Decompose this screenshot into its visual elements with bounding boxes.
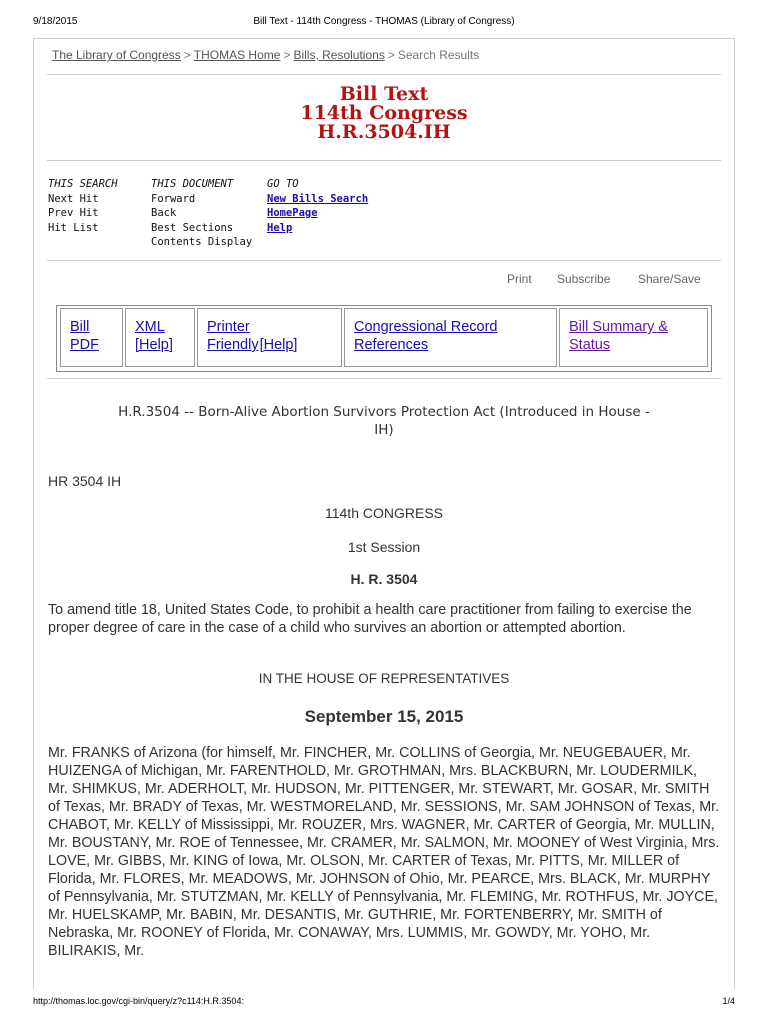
nav-prev-hit[interactable]: Prev Hit	[48, 207, 99, 219]
document-heading	[48, 403, 720, 439]
printer-label: Printer	[207, 319, 250, 335]
breadcrumb-library-of-congress[interactable]: The Library of Congress	[52, 48, 181, 62]
bill-pdf-label-2: PDF	[70, 337, 99, 353]
breadcrumb-separator: >	[283, 48, 291, 62]
document-heading-line-1: H.R.3504 -- Born-Alive Abortion Survivors Protection Act (Introduced in House -	[118, 404, 650, 420]
page-frame	[33, 38, 735, 989]
session-label: 1st Session	[347, 539, 421, 555]
nav-forward[interactable]: Forward	[151, 192, 196, 205]
printer-friendly-cell	[197, 308, 342, 367]
xml-link[interactable]: XML	[135, 319, 165, 335]
breadcrumb-bills-resolutions[interactable]: Bills, Resolutions	[293, 48, 385, 62]
bill-title	[34, 85, 734, 142]
bill-pdf-link[interactable]	[70, 319, 99, 353]
print-page-number: 1/4	[722, 996, 735, 1006]
bill-summary-cell	[559, 308, 708, 367]
divider	[47, 74, 721, 75]
print-footer	[33, 996, 735, 1010]
breadcrumb-separator: >	[387, 48, 395, 62]
nav-new-bills-search-link[interactable]: New Bills Search	[267, 192, 369, 205]
bill-title-congress: 114th Congress	[300, 102, 468, 124]
summary-label: Bill Summary &	[569, 319, 669, 335]
printer-friendly-link[interactable]	[207, 319, 259, 353]
bill-pdf-label: Bill	[70, 319, 90, 335]
breadcrumb-thomas-home[interactable]: THOMAS Home	[193, 48, 281, 62]
nav-heading: GO TO	[267, 178, 299, 190]
introduction-date: September 15, 2015	[304, 707, 464, 726]
bill-pdf-cell	[60, 308, 123, 367]
nav-go-to	[267, 177, 368, 235]
bill-summary-status-link[interactable]	[569, 319, 668, 353]
sponsors-list: Mr. FRANKS of Arizona (for himself, Mr. FINCHER, Mr. COLLINS of Georgia, Mr. NEUGEBAUER, Mr. HUIZENGA of Michigan, Mr. FARENTHOLD, Mr. GROTHMAN, Mrs. BLACKBURN, Mr. LOUDERMILK, Mr. SHIMKUS, Mr. ADERHOLT, Mr. HUDSON, Mr. PITTENGER, Mr. STEWART, Mr. GOSAR, Mr. SMITH of Texas, Mr. BRADY of Texas, Mr. WESTMORELAND, Mr. SESSIONS, Mr. SAM JOHNSON of Texas, Mr. CHABOT, Mr. KELLY of Mississippi, Mr. ROUZER, Mrs. WAGNER, Mr. CARTER of Georgia, Mr. MULLIN, Mr. BOUSTANY, Mr. ROE of Tennessee, Mr. CRAMER, Mr. SALMON, Mr. MOONEY of West Virginia, Mrs. LOVE, Mr. GIBBS, Mr. KING of Iowa, Mr. OLSON, Mr. CARTER of Texas, Mr. PITTS, Mr. MILLER of Florida, Mr. FLORES, Mr. MEADOWS, Mr. JOHNSON of Ohio, Mr. PEARCE, Mrs. BLACK, Mr. MURPHY of Pennsylvania, Mr. STUTZMAN, Mr. KELLY of Pennsylvania, Mr. FLEMING, Mr. ROTHFUS, Mr. JOYCE, Mr. HUELSKAMP, Mr. BABIN, Mr. DESANTIS, Mr. GUTHRIE, Mr. FORTENBERRY, Mr. SMITH of Nebraska, Mr. ROONEY of Florida, Mr. CONAWAY, Mrs. LUMMIS, Mr. GOWDY, Mr. YOHO, Mr. BILIRAKIS, Mr.	[48, 745, 720, 959]
nav-heading: THIS SEARCH	[48, 178, 118, 190]
document-heading-line-2: IH)	[374, 422, 394, 438]
nav-next-hit[interactable]: Next Hit	[48, 192, 99, 205]
bill-title-line: Bill Text	[339, 83, 429, 105]
print-date: 9/18/2015	[33, 16, 78, 27]
nav-help-link[interactable]: Help	[267, 221, 293, 234]
print-link[interactable]: Print	[507, 272, 532, 286]
record-label: Congressional Record	[354, 319, 498, 335]
print-url: http://thomas.loc.gov/cgi-bin/query/z?c114:H.R.3504:	[33, 996, 244, 1006]
breadcrumb-search-results: Search Results	[397, 48, 480, 62]
nav-best-sections[interactable]: Best Sections	[151, 221, 234, 234]
print-header	[33, 16, 735, 30]
xml-cell	[125, 308, 195, 367]
references-label: References	[354, 337, 429, 353]
bill-number: H. R. 3504	[350, 571, 418, 587]
document-format-links	[56, 305, 712, 372]
printer-friendly-help-link[interactable]: [Help]	[259, 337, 298, 353]
congressional-record-link[interactable]	[354, 319, 497, 353]
nav-heading: THIS DOCUMENT	[151, 178, 234, 190]
divider	[47, 260, 721, 261]
congress-label: 114th CONGRESS	[324, 505, 443, 521]
subscribe-link[interactable]: Subscribe	[557, 272, 611, 286]
nav-hit-list[interactable]: Hit List	[48, 221, 99, 234]
nav-this-document	[151, 177, 252, 250]
friendly-label: Friendly	[207, 337, 259, 353]
nav-back[interactable]: Back	[151, 207, 177, 219]
divider	[47, 378, 721, 379]
nav-contents-display[interactable]: Contents Display	[151, 236, 253, 248]
hr-label: HR 3504 IH	[48, 473, 122, 489]
nav-this-search	[48, 177, 118, 235]
nav-homepage-link[interactable]: HomePage	[267, 207, 318, 219]
xml-help-link[interactable]: [Help]	[135, 337, 173, 353]
print-page-title: Bill Text - 114th Congress - THOMAS (Library of Congress)	[253, 16, 515, 27]
breadcrumb	[52, 48, 479, 62]
share-save-link[interactable]: Share/Save	[638, 272, 701, 286]
house-label: IN THE HOUSE OF REPRESENTATIVES	[258, 671, 510, 686]
divider	[47, 160, 721, 161]
bill-title-number: H.R.3504.IH	[317, 121, 451, 143]
breadcrumb-separator: >	[183, 48, 191, 62]
status-label: Status	[569, 337, 611, 353]
bill-purpose: To amend title 18, United States Code, to prohibit a health care practitioner from failing to exercise the proper degree of care in the case of a child who survives an abortion or attempted abortion.	[48, 602, 692, 636]
congressional-record-cell	[344, 308, 557, 367]
